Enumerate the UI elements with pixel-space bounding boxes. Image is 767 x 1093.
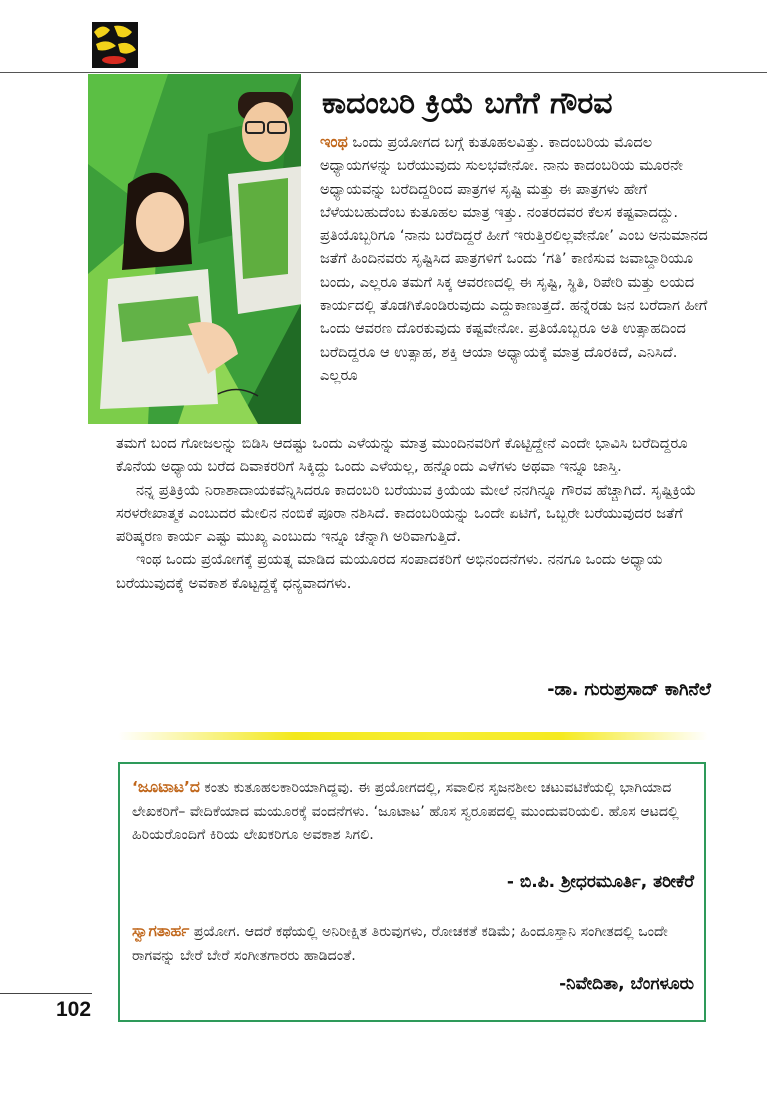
paragraph-3: ಇಂಥ ಒಂದು ಪ್ರಯೋಗಕ್ಕೆ ಪ್ರಯತ್ನ ಮಾಡಿದ ಮಯೂರದ ಸಂಪಾದಕರಿಗೆ ಅಭಿನಂದನೆಗಳು. ನನಗೂ ಒಂದು ಅಧ್ಯಾಯ ಬರೆಯುವುದಕ್ಕೆ ಅವಕಾಶ ಕೊಟ್ಟದ್ದಕ್ಕೆ ಧನ್ಯವಾದಗಳು. (116, 551, 663, 592)
article-signature: -ಡಾ. ಗುರುಪ್ರಸಾದ್ ಕಾಗಿನೆಲೆ (547, 680, 711, 700)
letter-1-text (132, 776, 694, 848)
paragraph-1 (320, 130, 708, 387)
article-body-full (116, 432, 708, 595)
paragraph-1-continued: ತಮಗೆ ಬಂದ ಗೋಜಲನ್ನು ಬಿಡಿಸಿ ಆದಷ್ಟು ಒಂದು ಎಳೆಯನ್ನು ಮಾತ್ರ ಮುಂದಿನವರಿಗೆ ಕೊಟ್ಟಿದ್ದೇನೆ ಎಂದೇ ಭಾವಿಸಿ ಬರೆದಿದ್ದರೂ ಕೊನೆಯ ಅಧ್ಯಾಯ ಬರೆದ ದಿವಾಕರರಿಗೆ ಸಿಕ್ಕಿದ್ದು ಒಂದು ಎಳೆಯಲ್ಲ, ಹನ್ನೊಂದು ಎಳೆಗಳು ಅಥವಾ ಇನ್ನೂ ಜಾಸ್ತಿ. (116, 435, 688, 476)
letter-2-body: ಪ್ರಯೋಗ. ಆದರೆ ಕಥೆಯಲ್ಲಿ ಅನಿರೀಕ್ಷಿತ ತಿರುವುಗಳು, ರೋಚಕತೆ ಕಡಿಮೆ; ಹಿಂದೂಸ್ತಾನಿ ಸಂಗೀತದಲ್ಲಿ ಒಂದೇ ರಾಗವನ್ನು ಬೇರೆ ಬೇರೆ ಸಂಗೀತಗಾರರು ಹಾಡಿದಂತೆ. (132, 924, 668, 964)
letter-1-body: ಕಂತು ಕುತೂಹಲಕಾರಿಯಾಗಿದ್ದವು. ಈ ಪ್ರಯೋಗದಲ್ಲಿ, ಸವಾಲಿನ ಸೃಜನಶೀಲ ಚಟುವಟಿಕೆಯಲ್ಲಿ ಭಾಗಿಯಾದ ಲೇಖಕರಿಗೆ– ವೇದಿಕೆಯಾದ ಮಯೂರಕ್ಕೆ ವಂದನೆಗಳು. ‘ಜೂಟಾಟ’ ಹೊಸ ಸ್ವರೂಪದಲ್ಲಿ ಮುಂದುವರಿಯಲಿ. ಹೊಸ ಆಟದಲ್ಲಿ ಹಿರಿಯರೊಂದಿಗೆ ಕಿರಿಯ ಲೇಖಕರಿಗೂ ಅವಕಾಶ ಸಿಗಲಿ. (132, 780, 679, 843)
letter-1 (132, 776, 694, 848)
article-title: ಕಾದಂಬರಿ ಕ್ರಿಯೆ ಬಗೆಗೆ ಗೌರವ (322, 86, 613, 121)
paragraph-1-text: ಒಂದು ಪ್ರಯೋಗದ ಬಗ್ಗೆ ಕುತೂಹಲವಿತ್ತು. ಕಾದಂಬರಿಯ ಮೊದಲ ಅಧ್ಯಾಯಗಳನ್ನು ಬರೆಯುವುದು ಸುಲಭವೇನೋ. ನಾನು ಕಾದಂಬರಿಯ ಮೂರನೇ ಅಧ್ಯಾಯವನ್ನು ಬರೆದಿದ್ದರಿಂದ ಪಾತ್ರಗಳ ಸೃಷ್ಟಿ ಮತ್ತು ಈ ಪಾತ್ರಗಳು ಹೇಗೆ ಬೆಳೆಯಬಹುದೆಂಬ ಕುತೂಹಲ ಮಾತ್ರ ಇತ್ತು. ನಂತರದವರ ಕೆಲಸ ಕಷ್ಟವಾದದ್ದು. ಪ್ರತಿಯೊಬ್ಬರಿಗೂ ‘ನಾನು ಬರೆದಿದ್ದರೆ ಹೀಗೆ ಇರುತ್ತಿರಲಿಲ್ಲವೇನೋ’ ಎಂಬ ಅನುಮಾನದ ಜತೆಗೆ ಹಿಂದಿನವರು ಸೃಷ್ಟಿಸಿದ ಪಾತ್ರಗಳಿಗೆ ಒಂದು ‘ಗತಿ’ ಕಾಣಿಸುವ ಜವಾಬ್ದಾರಿಯೂ ಬಂದು, ಎಲ್ಲರೂ ತಮಗೆ ಸಿಕ್ಕ ಆವರಣದಲ್ಲಿ ಈ ಸೃಷ್ಟಿ, ಸ್ಥಿತಿ, ರಿಪೇರಿ ಮತ್ತು ಲಯದ ಕಾರ್ಯದಲ್ಲಿ ತೊಡಗಿಕೊಂಡಿರುವುದು ಎದ್ದುಕಾಣುತ್ತದೆ. ಹನ್ನೆರಡು ಜನ ಬರೆದಾಗ ಹೀಗೆ ಒಂದು ಆವರಣ ದೊರಕುವುದು ಕಷ್ಟವೇನೋ. ಪ್ರತಿಯೊಬ್ಬರೂ ಅತಿ ಉತ್ಸಾಹದಿಂದ ಬರೆದಿದ್ದರೂ ಆ ಉತ್ಸಾಹ, ಶಕ್ತಿ ಆಯಾ ಅಧ್ಯಾಯಕ್ಕೆ ಮಾತ್ರ ದೊರಕಿದೆ, ಎನಿಸಿದೆ. ಎಲ್ಲರೂ (320, 134, 708, 384)
letter-2-text (132, 920, 694, 968)
letter-2-lead: ಸ್ವಾಗತಾರ್ಹ (132, 922, 190, 940)
magazine-logo-icon (92, 22, 138, 68)
letter-1-signature: - ಬಿ.ಪಿ. ಶ್ರೀಧರಮೂರ್ತಿ, ತರೀಕೆರೆ (506, 872, 694, 892)
couple-illustration (88, 74, 301, 424)
lead-word: ಇಂಥ (320, 132, 348, 151)
letter-2-signature: -ನಿವೇದಿತಾ, ಬೆಂಗಳೂರು (559, 974, 694, 994)
letters-box (118, 762, 706, 1022)
page-number-rule (0, 993, 92, 994)
letter-2 (132, 920, 694, 968)
paragraph-2: ನನ್ನ ಪ್ರತಿಕ್ರಿಯೆ ನಿರಾಶಾದಾಯಕವೆನ್ನಿಸಿದರೂ ಕಾದಂಬರಿ ಬರೆಯುವ ಕ್ರಿಯೆಯ ಮೇಲೆ ನನಗಿನ್ನೂ ಗೌರವ ಹೆಚ್ಚಾಗಿದೆ. ಸೃಷ್ಟಿಕ್ರಿಯೆ ಸರಳರೇಖಾತ್ಮಕ ಎಂಬುದರ ಮೇಲಿನ ನಂಬಿಕೆ ಪೂರಾ ನಶಿಸಿದೆ. ಕಾದಂಬರಿಯನ್ನು ಒಂದೇ ಏಟಿಗೆ, ಒಬ್ಬರೇ ಬರೆಯುವುದರ ಜತೆಗೆ ಪರಿಷ್ಕರಣ ಕಾರ್ಯ ಎಷ್ಟು ಮುಖ್ಯ ಎಂಬುದು ಇನ್ನೂ ಚೆನ್ನಾಗಿ ಅರಿವಾಗುತ್ತಿದೆ. (116, 481, 697, 546)
highlight-divider (118, 732, 708, 740)
article-body-right (320, 130, 708, 387)
top-rule (0, 72, 767, 73)
letter-1-lead: ‘ಜೂಟಾಟ’ದ (132, 778, 200, 796)
page-number: 102 (56, 998, 92, 1021)
